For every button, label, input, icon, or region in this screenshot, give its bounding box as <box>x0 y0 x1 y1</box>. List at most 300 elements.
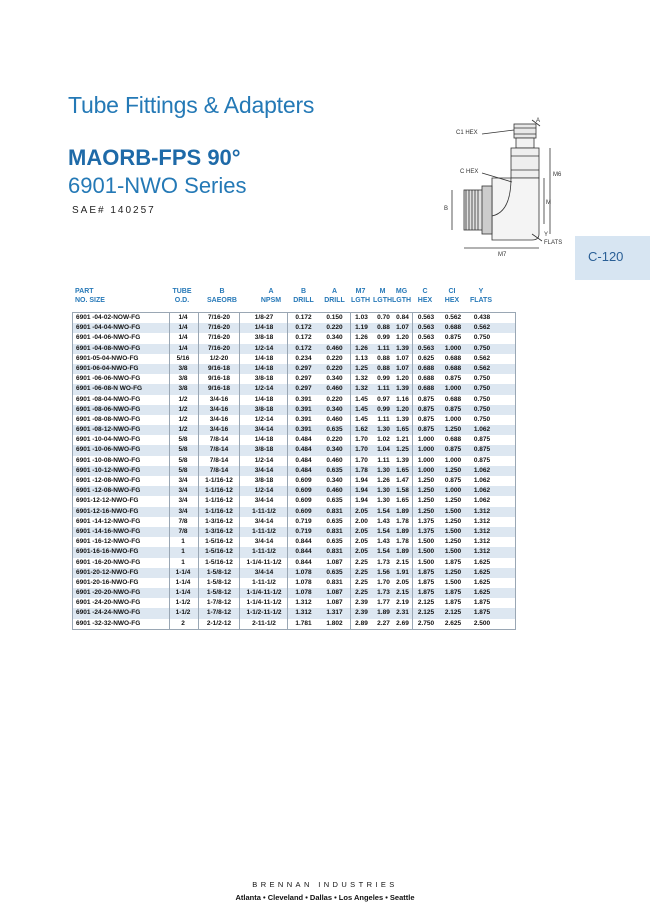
column-divider <box>350 313 351 629</box>
cell-a: 1-1/4-11-1/2 <box>246 558 282 566</box>
cell-part: 6901 -16-20-NWO-FG <box>76 558 141 566</box>
column-header-a-line2: NPSM <box>260 297 282 304</box>
cell-mg: 1.39 <box>396 385 409 393</box>
cell-c: 1.000 <box>417 436 435 444</box>
cell-b_drill: 1.312 <box>295 599 312 607</box>
table-row <box>73 466 515 476</box>
table-row <box>73 558 515 568</box>
cell-a_drill: 0.460 <box>326 344 343 352</box>
cell-b_drill: 0.297 <box>295 364 312 372</box>
cell-mg: 1.65 <box>396 497 409 505</box>
cell-a_drill: 1.087 <box>326 599 343 607</box>
cell-a_drill: 1.317 <box>326 609 343 617</box>
catalog-section-title: Tube Fittings & Adapters <box>68 92 315 118</box>
cell-ci: 1.500 <box>444 507 462 515</box>
cell-m7: 2.00 <box>355 517 368 525</box>
cell-a_drill: 0.635 <box>326 426 343 434</box>
cell-c: 0.875 <box>417 426 435 434</box>
cell-mg: 1.07 <box>396 324 409 332</box>
cell-b: 1-3/16-12 <box>205 527 233 535</box>
cell-b: 9/16-18 <box>207 364 231 372</box>
cell-tube: 1-1/4 <box>175 568 191 576</box>
cell-ci: 1.875 <box>444 599 462 607</box>
cell-part: 6901-20-12-NWO-FG <box>76 568 139 576</box>
cell-a_drill: 0.635 <box>326 517 343 525</box>
cell-part: 6901 -20-20-NWO-FG <box>76 589 141 597</box>
cell-tube: 1-1/2 <box>175 599 191 607</box>
cell-tube: 5/8 <box>178 436 188 444</box>
footer-company: BRENNAN INDUSTRIES <box>252 880 398 889</box>
cell-mg: 1.91 <box>396 568 409 576</box>
cell-b_drill: 0.844 <box>295 538 312 546</box>
cell-ci: 0.562 <box>444 314 462 321</box>
cell-tube: 5/16 <box>176 354 190 362</box>
cell-ci: 1.875 <box>444 558 462 566</box>
cell-a: 1/4-18 <box>254 395 274 403</box>
cell-mg: 0.84 <box>396 314 409 321</box>
column-header-b-line1: B <box>219 288 225 295</box>
cell-part: 6901 -14-16-NWO-FG <box>76 527 141 535</box>
cell-a_drill: 0.635 <box>326 538 343 546</box>
cell-ci: 1.000 <box>444 487 462 495</box>
cell-m7: 2.05 <box>355 538 368 546</box>
cell-part: 6901 -04-02-NOW-FG <box>76 314 141 321</box>
cell-tube: 5/8 <box>178 466 188 474</box>
cell-part: 6901 -14-12-NWO-FG <box>76 517 141 525</box>
cell-b: 7/16-20 <box>207 314 231 321</box>
table-row <box>73 476 515 486</box>
cell-a_drill: 0.635 <box>326 466 343 474</box>
cell-b_drill: 0.609 <box>295 477 312 484</box>
cell-m7: 1.94 <box>355 487 368 495</box>
cell-mg: 1.16 <box>396 395 409 403</box>
cell-m: 1.30 <box>377 497 390 505</box>
cell-a: 1/4-18 <box>254 364 274 372</box>
column-header-a-line1: A <box>268 288 274 295</box>
cell-m7: 1.94 <box>355 497 368 505</box>
table-row <box>73 425 515 435</box>
cell-mg: 1.89 <box>396 548 409 556</box>
cell-c: 1.500 <box>417 558 435 566</box>
cell-tube: 2 <box>181 619 185 627</box>
cell-mg: 1.07 <box>396 364 409 372</box>
cell-y: 1.312 <box>473 548 491 556</box>
product-title: MAORB-FPS 90° <box>68 145 241 170</box>
cell-tube: 3/4 <box>178 477 188 484</box>
cell-m: 1.73 <box>377 558 390 566</box>
cell-b: 1-7/8-12 <box>206 599 232 607</box>
cell-a: 3/8-18 <box>254 375 274 383</box>
cell-mg: 1.65 <box>396 426 409 434</box>
cell-b_drill: 1.078 <box>295 589 312 597</box>
cell-a: 3/4-14 <box>254 497 274 505</box>
cell-a: 3/8-18 <box>254 446 274 454</box>
cell-ci: 1.875 <box>444 589 462 597</box>
cell-a: 1-11-1/2 <box>252 507 276 515</box>
cell-a_drill: 0.460 <box>326 487 343 495</box>
cell-ci: 2.125 <box>444 609 462 617</box>
cell-b_drill: 0.719 <box>295 527 312 535</box>
cell-y: 1.625 <box>473 558 491 566</box>
cell-mg: 1.89 <box>396 507 409 515</box>
cell-ci: 0.688 <box>444 354 462 362</box>
cell-m: 1.54 <box>377 527 390 535</box>
cell-mg: 2.31 <box>396 609 409 617</box>
cell-a_drill: 0.831 <box>326 527 343 535</box>
cell-part: 6901 -10-06-NWO-FG <box>76 446 141 454</box>
column-header-mg-line2: LGTH <box>392 297 412 304</box>
cell-b_drill: 1.312 <box>295 609 312 617</box>
fitting-drawing <box>432 116 582 266</box>
table-row <box>73 598 515 608</box>
cell-part: 6901 -08-12-NWO-FG <box>76 426 141 434</box>
cell-b_drill: 0.844 <box>295 558 312 566</box>
cell-a: 1-11-1/2 <box>252 527 276 535</box>
cell-tube: 7/8 <box>178 527 188 535</box>
cell-mg: 1.47 <box>396 477 409 484</box>
cell-y: 0.562 <box>473 324 491 332</box>
cell-b: 1-5/8-12 <box>206 568 232 576</box>
cell-part: 6901 -16-12-NWO-FG <box>76 538 141 546</box>
cell-b: 1-5/8-12 <box>206 578 232 586</box>
cell-m7: 2.89 <box>355 619 368 627</box>
cell-mg: 1.39 <box>396 344 409 352</box>
cell-b_drill: 0.609 <box>295 487 312 495</box>
cell-a_drill: 0.220 <box>326 324 343 332</box>
cell-c: 0.688 <box>417 385 435 393</box>
cell-ci: 1.250 <box>444 538 462 546</box>
table-row <box>73 568 515 578</box>
footer-cities: Atlanta • Cleveland • Dallas • Los Angeles • Seattle <box>235 893 415 902</box>
cell-a_drill: 0.831 <box>326 548 343 556</box>
cell-mg: 1.20 <box>396 334 409 342</box>
cell-m7: 2.05 <box>355 527 368 535</box>
cell-part: 6901 -24-24-NWO-FG <box>76 609 141 617</box>
cell-a_drill: 0.220 <box>326 354 343 362</box>
cell-a: 3/8-18 <box>254 477 274 484</box>
cell-m7: 1.03 <box>355 314 368 321</box>
cell-c: 1.875 <box>417 568 435 576</box>
cell-b: 9/16-18 <box>207 385 231 393</box>
sae-number: SAE# 140257 <box>72 205 156 216</box>
column-header-c-line1: C <box>422 288 428 295</box>
column-header-tube-line1: TUBE <box>172 288 192 295</box>
cell-b: 3/4-16 <box>209 426 229 434</box>
cell-mg: 1.39 <box>396 415 409 423</box>
cell-m: 1.11 <box>377 456 390 464</box>
cell-part: 6901 -04-04-NWO-FG <box>76 324 141 332</box>
cell-m: 1.77 <box>377 599 390 607</box>
cell-a: 3/8-18 <box>254 334 274 342</box>
table-row <box>73 364 515 374</box>
cell-m: 0.97 <box>377 395 390 403</box>
cell-ci: 1.250 <box>444 497 462 505</box>
table-row <box>73 395 515 405</box>
column-divider <box>239 313 240 629</box>
cell-b: 3/4-16 <box>209 405 229 413</box>
cell-a_drill: 0.340 <box>326 446 343 454</box>
cell-b: 7/8-14 <box>209 446 229 454</box>
cell-m: 1.30 <box>377 487 390 495</box>
table-row <box>73 619 515 629</box>
cell-y: 2.500 <box>473 619 491 627</box>
cell-a_drill: 1.087 <box>326 589 343 597</box>
cell-tube: 7/8 <box>178 517 188 525</box>
cell-m: 0.88 <box>377 364 390 372</box>
cell-a_drill: 0.635 <box>326 497 343 505</box>
cell-b: 7/16-20 <box>207 344 231 352</box>
cell-c: 0.875 <box>417 415 435 423</box>
cell-y: 1.062 <box>473 487 491 495</box>
cell-a_drill: 0.831 <box>326 578 343 586</box>
cell-tube: 1/2 <box>178 395 188 403</box>
cell-b: 9/16-18 <box>207 375 231 383</box>
cell-c: 0.875 <box>417 395 435 403</box>
cell-b: 1-5/16-12 <box>205 558 233 566</box>
cell-c: 1.500 <box>417 538 435 546</box>
cell-part: 6901-12-16-NWO-FG <box>76 507 139 515</box>
cell-ci: 0.688 <box>444 436 462 444</box>
column-header-a_drill-line1: A <box>331 288 338 295</box>
cell-part: 6901 -32-32-NWO-FG <box>76 619 141 627</box>
cell-m7: 2.39 <box>355 609 368 617</box>
cell-part: 6901-16-16-NWO-FG <box>76 548 139 556</box>
cell-m7: 1.45 <box>355 405 368 413</box>
cell-a: 3/8-18 <box>254 405 274 413</box>
column-header-ci-line2: HEX <box>444 297 460 304</box>
label-y: Y <box>544 232 549 238</box>
cell-a: 1/4-18 <box>254 324 274 332</box>
cell-part: 6901 -10-12-NWO-FG <box>76 466 141 474</box>
column-header-tube-line2: O.D. <box>174 297 190 304</box>
cell-ci: 0.875 <box>444 405 462 413</box>
cell-a: 3/4-14 <box>254 538 274 546</box>
cell-m7: 1.45 <box>355 395 368 403</box>
cell-c: 2.125 <box>417 599 435 607</box>
cell-a_drill: 0.220 <box>326 395 343 403</box>
cell-b: 1-1/16-12 <box>205 507 233 515</box>
cell-y: 0.750 <box>473 395 491 403</box>
table-row <box>73 323 515 333</box>
cell-mg: 1.39 <box>396 456 409 464</box>
cell-c: 1.000 <box>417 456 435 464</box>
cell-b_drill: 0.297 <box>295 385 312 393</box>
cell-tube: 5/8 <box>178 446 188 454</box>
cell-b: 1-1/16-12 <box>205 477 233 484</box>
cell-y: 1.062 <box>473 466 491 474</box>
dimensions-table <box>72 312 516 630</box>
cell-m: 1.02 <box>377 436 390 444</box>
cell-b_drill: 0.484 <box>295 456 312 464</box>
cell-a_drill: 0.831 <box>326 507 343 515</box>
cell-y: 1.062 <box>473 426 491 434</box>
cell-a: 1-11-1/2 <box>252 548 276 556</box>
cell-m7: 1.26 <box>355 334 368 342</box>
table-row <box>73 496 515 506</box>
cell-m: 1.30 <box>377 426 390 434</box>
cell-a: 3/4-14 <box>254 466 274 474</box>
cell-a: 1/2-14 <box>254 344 274 352</box>
cell-m7: 1.32 <box>355 385 368 393</box>
table-row <box>73 384 515 394</box>
page-number: C-120 <box>588 249 624 264</box>
column-header-c-line2: HEX <box>417 297 433 304</box>
cell-b_drill: 0.484 <box>295 446 312 454</box>
cell-y: 1.312 <box>473 517 491 525</box>
cell-b_drill: 0.391 <box>295 426 312 434</box>
cell-part: 6901 -08-04-NWO-FG <box>76 395 141 403</box>
cell-tube: 3/8 <box>178 364 188 372</box>
cell-c: 1.875 <box>417 578 435 586</box>
cell-a: 1-1/4-11-1/2 <box>246 599 282 607</box>
cell-tube: 1/2 <box>178 405 188 413</box>
series-title: 6901-NWO Series <box>68 173 247 198</box>
table-row <box>73 405 515 415</box>
cell-ci: 0.875 <box>444 375 462 383</box>
table-row <box>73 608 515 618</box>
cell-m: 1.89 <box>377 609 390 617</box>
column-header-a_drill-line2: DRILL <box>324 297 345 304</box>
cell-c: 1.250 <box>417 477 435 484</box>
cell-y: 1.625 <box>473 568 491 576</box>
cell-tube: 1/4 <box>178 344 188 352</box>
cell-mg: 1.78 <box>396 517 409 525</box>
cell-part: 6901 -10-04-NWO-FG <box>76 436 141 444</box>
label-c1-hex: C1 HEX <box>456 130 478 136</box>
cell-c: 1.500 <box>417 548 435 556</box>
cell-a_drill: 0.340 <box>326 375 343 383</box>
cell-m: 1.43 <box>377 517 390 525</box>
cell-a: 1/8-27 <box>254 314 274 321</box>
cell-mg: 2.05 <box>396 578 409 586</box>
cell-y: 1.312 <box>473 527 491 535</box>
cell-m7: 2.05 <box>355 548 368 556</box>
cell-mg: 2.15 <box>396 589 409 597</box>
table-row <box>73 578 515 588</box>
cell-m7: 2.39 <box>355 599 368 607</box>
label-m: M <box>546 200 551 206</box>
cell-part: 6901-12-12-NWO-FG <box>76 497 139 505</box>
cell-c: 2.125 <box>417 609 435 617</box>
cell-y: 0.875 <box>473 446 491 454</box>
cell-b: 1-5/16-12 <box>205 538 233 546</box>
column-header-y-line2: FLATS <box>469 297 493 304</box>
cell-b: 1-7/8-12 <box>206 609 232 617</box>
cell-m: 1.11 <box>377 415 390 423</box>
cell-b_drill: 0.172 <box>295 324 312 332</box>
cell-ci: 0.688 <box>444 324 462 332</box>
label-m7: M7 <box>498 252 507 258</box>
column-divider <box>198 313 199 629</box>
cell-a_drill: 0.340 <box>326 477 343 484</box>
cell-y: 0.875 <box>473 456 491 464</box>
cell-m7: 1.25 <box>355 364 368 372</box>
dimensions-table-wrap <box>72 288 516 630</box>
table-row <box>73 435 515 445</box>
cell-c: 0.563 <box>417 334 435 342</box>
cell-part: 6901-06-04-NWO-FG <box>76 364 139 372</box>
cell-tube: 1 <box>181 548 185 556</box>
cell-y: 1.625 <box>473 589 491 597</box>
cell-ci: 1.250 <box>444 466 462 474</box>
cell-c: 1.875 <box>417 589 435 597</box>
cell-m: 0.88 <box>377 354 390 362</box>
cell-b: 1-1/16-12 <box>205 487 233 495</box>
cell-b: 1-5/8-12 <box>206 589 232 597</box>
cell-m: 0.99 <box>377 334 390 342</box>
cell-y: 1.062 <box>473 497 491 505</box>
cell-a: 1/4-18 <box>254 436 274 444</box>
cell-c: 1.250 <box>417 497 435 505</box>
cell-c: 0.563 <box>417 324 435 332</box>
column-divider <box>169 313 170 629</box>
cell-mg: 1.07 <box>396 354 409 362</box>
cell-ci: 0.688 <box>444 395 462 403</box>
cell-tube: 1/4 <box>178 314 188 321</box>
cell-a: 1/4-18 <box>254 354 274 362</box>
column-divider <box>412 313 413 629</box>
cell-a: 3/4-14 <box>254 517 274 525</box>
column-header-part-line2: NO. SIZE <box>75 297 105 304</box>
cell-c: 0.563 <box>417 314 435 321</box>
cell-ci: 0.875 <box>444 477 462 484</box>
cell-a_drill: 1.802 <box>326 619 343 627</box>
cell-tube: 3/4 <box>178 487 188 495</box>
cell-a: 3/4-14 <box>254 568 274 576</box>
cell-m7: 1.62 <box>355 426 368 434</box>
column-divider <box>287 313 288 629</box>
cell-ci: 1.000 <box>444 344 462 352</box>
cell-y: 0.750 <box>473 405 491 413</box>
cell-m7: 1.78 <box>355 466 368 474</box>
table-row <box>73 537 515 547</box>
cell-m: 1.70 <box>377 578 390 586</box>
cell-m7: 2.25 <box>355 558 368 566</box>
cell-tube: 1/4 <box>178 324 188 332</box>
cell-b_drill: 0.172 <box>295 344 312 352</box>
cell-a: 1/2-14 <box>254 456 274 464</box>
cell-m: 1.54 <box>377 548 390 556</box>
cell-m7: 1.32 <box>355 375 368 383</box>
cell-b_drill: 0.719 <box>295 517 312 525</box>
cell-y: 0.750 <box>473 375 491 383</box>
column-header-m7-line1: M7 <box>355 288 366 295</box>
table-row <box>73 313 515 323</box>
cell-b: 7/16-20 <box>207 324 231 332</box>
cell-y: 0.750 <box>473 344 491 352</box>
column-header-b_drill-line1: B <box>300 288 307 295</box>
table-row <box>73 517 515 527</box>
cell-b: 1-3/16-12 <box>205 517 233 525</box>
cell-m: 1.11 <box>377 344 390 352</box>
cell-m7: 1.70 <box>355 446 368 454</box>
cell-y: 0.750 <box>473 334 491 342</box>
cell-m: 1.56 <box>377 568 390 576</box>
cell-m: 0.99 <box>377 405 390 413</box>
column-header-m-line2: LGTH <box>373 297 393 304</box>
cell-b: 3/4-16 <box>209 395 229 403</box>
cell-tube: 1/2 <box>178 415 188 423</box>
label-m6: M6 <box>553 172 562 178</box>
cell-b_drill: 0.484 <box>295 436 312 444</box>
cell-part: 6901-05-04-NWO-FG <box>76 354 139 362</box>
cell-a_drill: 0.220 <box>326 436 343 444</box>
cell-ci: 1.250 <box>444 426 462 434</box>
cell-b_drill: 0.609 <box>295 507 312 515</box>
cell-y: 1.062 <box>473 477 491 484</box>
cell-m: 1.30 <box>377 466 390 474</box>
cell-mg: 1.78 <box>396 538 409 546</box>
